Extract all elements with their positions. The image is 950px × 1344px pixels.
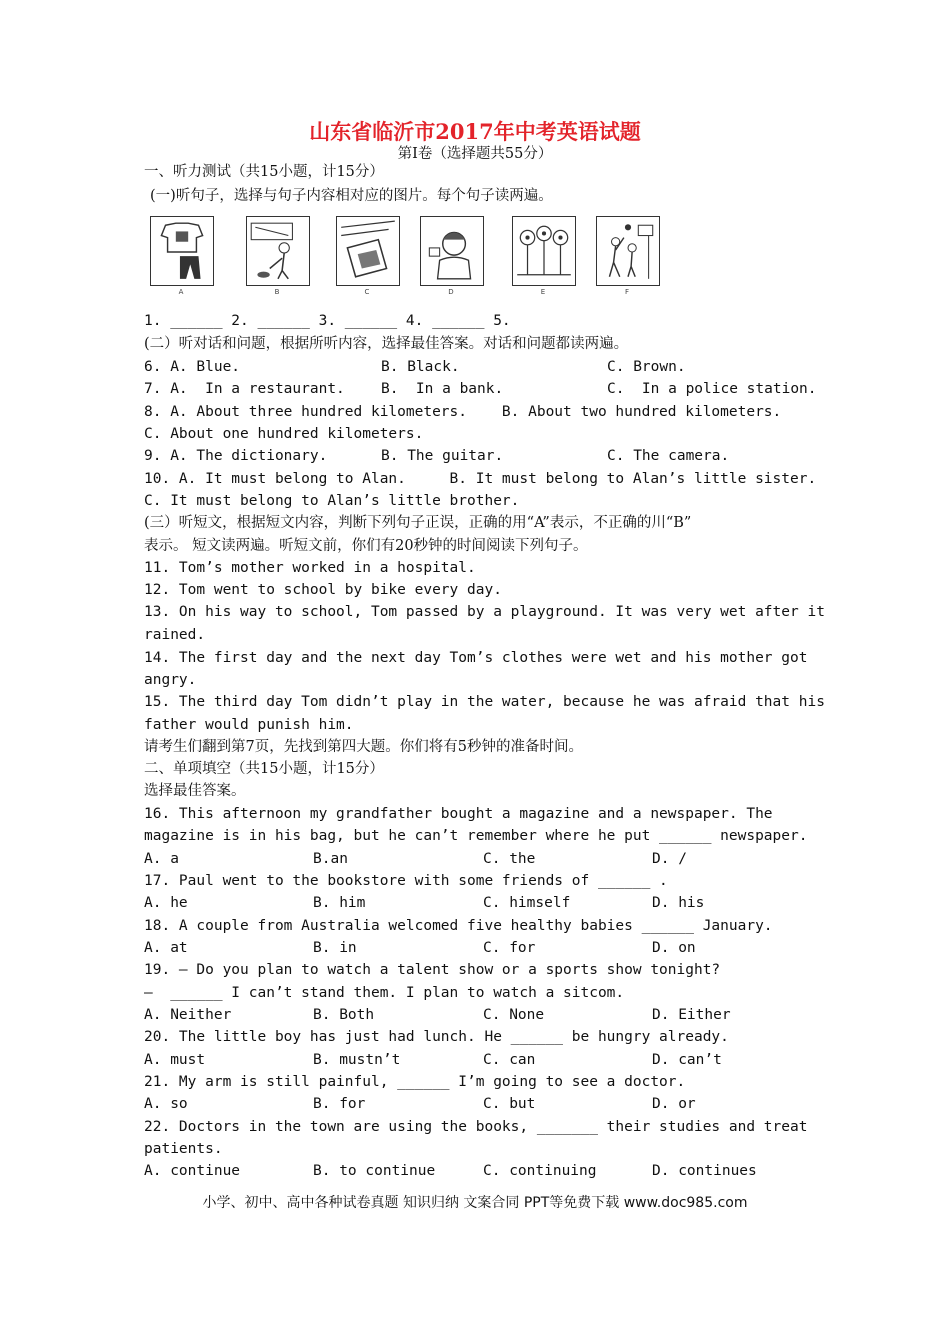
picture-label-c: C: [364, 288, 370, 296]
q12: 12. Tom went to school by bike every day.: [144, 582, 502, 598]
q16-option-a: A. a: [144, 851, 179, 867]
q14-line1: 14. The first day and the next day Tom’s clothes were wet and his mother got: [144, 650, 808, 666]
picture-options: [150, 216, 670, 298]
picture-e: [512, 216, 576, 286]
page-title: 山东省临沂市2017年中考英语试题: [309, 119, 641, 144]
picture-b: [246, 216, 310, 286]
picture-c: [336, 216, 400, 286]
picture-label-f: F: [624, 288, 630, 296]
part3-instruction-line1: (三）听短文，根据短文内容，判断下列句子正误，正确的用“A”表示，不正确的川“B”: [144, 515, 692, 531]
q22-option-c: C. continuing: [483, 1163, 597, 1179]
q13-line2: rained.: [144, 627, 206, 643]
q6-option-c: C. Brown.: [607, 359, 686, 375]
q1-5-blanks: 1. ______ 2. ______ 3. ______ 4. ______ 5.: [144, 313, 511, 329]
q20-option-b: B. mustn’t: [313, 1052, 401, 1068]
listening-end-instruction: 请考生们翻到第7页，先找到第四大题。你们将有5秒钟的准备时间。: [144, 739, 583, 755]
q22-line2: patients.: [144, 1141, 223, 1157]
q21-option-a: A. so: [144, 1096, 188, 1112]
q19-line1: 19. — Do you plan to watch a talent show or a sports show tonight?: [144, 962, 721, 978]
q21: 21. My arm is still painful, ______ I’m going to see a doctor.: [144, 1074, 686, 1090]
q15-line2: father would punish him.: [144, 717, 354, 733]
q20-option-a: A. must: [144, 1052, 206, 1068]
q19-option-c: C. None: [483, 1007, 545, 1023]
q8-options-ab: 8. A. About three hundred kilometers. B. About two hundred kilometers.: [144, 404, 782, 420]
page-footer: 小学、初中、高中各种试卷真题 知识归纳 文案合同 PPT等免费下载 www.doc985.com: [202, 1195, 748, 1211]
picture-label-e: E: [540, 288, 546, 296]
q20-option-d: D. can’t: [652, 1052, 722, 1068]
q17-option-d: D. his: [652, 895, 705, 911]
q14-line2: angry.: [144, 672, 197, 688]
q7-option-b: B. In a bank.: [381, 381, 504, 397]
q19-option-a: A. Neither: [144, 1007, 232, 1023]
q19-option-d: D. Either: [652, 1007, 731, 1023]
q16-line2: magazine is in his bag, but he can’t remember where he put ______ newspaper.: [144, 828, 808, 844]
picture-label-b: B: [274, 288, 280, 296]
q21-option-b: B. for: [313, 1096, 366, 1112]
part3-instruction-line2: 表示。 短文读两遍。听短文前，你们有20秒钟的时间阅读下列句子。: [144, 538, 588, 554]
q20: 20. The little boy has just had lunch. He ______ be hungry already.: [144, 1029, 729, 1045]
q20-option-c: C. can: [483, 1052, 536, 1068]
part1-instruction: (一)听句子，选择与句子内容相对应的图片。每个句子读两遍。: [150, 188, 553, 204]
q9-option-a: 9. A. The dictionary.: [144, 448, 328, 464]
q22-option-b: B. to continue: [313, 1163, 436, 1179]
q19-line2: — ______ I can’t stand them. I plan to watch a sitcom.: [144, 985, 625, 1001]
q21-option-c: C. but: [483, 1096, 536, 1112]
section1-heading: 一、听力测试（共15小题，计15分）: [144, 164, 384, 180]
q22-line1: 22. Doctors in the town are using the books, _______ their studies and treat: [144, 1119, 808, 1135]
q17-option-b: B. him: [313, 895, 366, 911]
q18-option-a: A. at: [144, 940, 188, 956]
q22-option-a: A. continue: [144, 1163, 241, 1179]
q11: 11. Tom’s mother worked in a hospital.: [144, 560, 476, 576]
q16-option-c: C. the: [483, 851, 536, 867]
q10-option-c: C. It must belong to Alan’s little brother.: [144, 493, 520, 509]
q7-option-a: 7. A. In a restaurant.: [144, 381, 345, 397]
q17: 17. Paul went to the bookstore with some friends of ______ .: [144, 873, 668, 889]
q9-option-c: C. The camera.: [607, 448, 730, 464]
q8-option-c: C. About one hundred kilometers.: [144, 426, 424, 442]
q21-option-d: D. or: [652, 1096, 696, 1112]
q18-option-d: D. on: [652, 940, 696, 956]
q17-option-a: A. he: [144, 895, 188, 911]
q16-option-b: B.an: [313, 851, 348, 867]
q9-option-b: B. The guitar.: [381, 448, 504, 464]
picture-d: [420, 216, 484, 286]
page-subtitle: 第Ⅰ卷（选择题共55分）: [397, 146, 553, 162]
q19-option-b: B. Both: [313, 1007, 375, 1023]
q15-line1: 15. The third day Tom didn’t play in the water, because he was afraid that his: [144, 694, 825, 710]
q6-option-a: 6. A. Blue.: [144, 359, 241, 375]
q18-option-b: B. in: [313, 940, 357, 956]
q18-option-c: C. for: [483, 940, 536, 956]
picture-label-a: A: [178, 288, 184, 296]
q10-options-ab: 10. A. It must belong to Alan. B. It must belong to Alan’s little sister.: [144, 471, 817, 487]
picture-a: [150, 216, 214, 286]
section2-intro: 选择最佳答案。: [144, 783, 246, 799]
q7-option-c: C. In a police station.: [607, 381, 817, 397]
q16-line1: 16. This afternoon my grandfather bought a magazine and a newspaper. The: [144, 806, 773, 822]
q18: 18. A couple from Australia welcomed five healthy babies ______ January.: [144, 918, 773, 934]
q17-option-c: C. himself: [483, 895, 571, 911]
part2-instruction: (二）听对话和问题，根据所听内容，选择最佳答案。对话和问题都读两遍。: [144, 336, 629, 352]
q22-option-d: D. continues: [652, 1163, 757, 1179]
q16-option-d: D. /: [652, 851, 687, 867]
section2-heading: 二、单项填空（共15小题，计15分）: [144, 761, 384, 777]
q6-option-b: B. Black.: [381, 359, 460, 375]
picture-label-d: D: [448, 288, 454, 296]
picture-f: [596, 216, 660, 286]
q13-line1: 13. On his way to school, Tom passed by a playground. It was very wet after it: [144, 604, 825, 620]
